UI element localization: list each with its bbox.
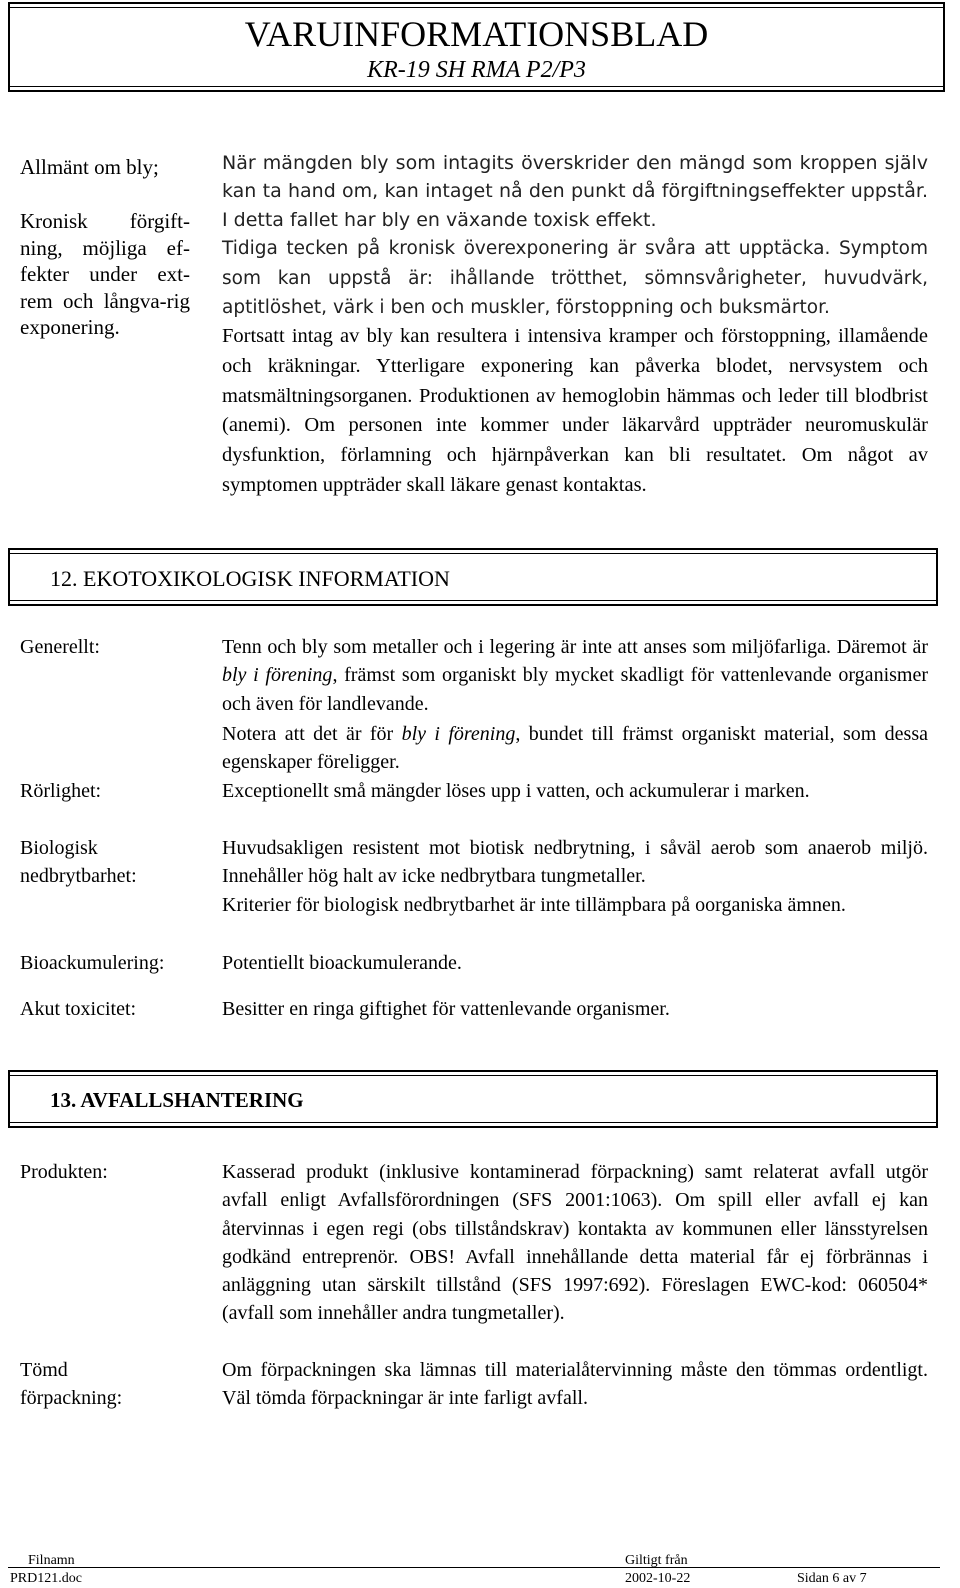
intro-paragraph-1: När mängden bly som intagits överskrider den mängd som kroppen själv kan ta hand om, kan intaget nå den punkt då förgiftningseffekter uppstår. I detta fallet har bly en växande toxisk effekt. xyxy=(222,152,928,231)
footer-giltigt-label: Giltigt från xyxy=(625,1553,688,1568)
generellt-text-1a: Tenn och bly som metaller och i legering är inte att anses som miljöfarliga. Däremot är xyxy=(222,636,928,658)
section-13-title: 13. AVFALLSHANTERING xyxy=(50,1088,304,1112)
generellt-text-1 xyxy=(222,633,928,718)
intro-label-general: Allmänt om bly; xyxy=(20,155,159,179)
biologisk-text-2: Kriterier för biologisk nedbrytbarhet är inte tillämpbara på oorganiska ämnen. xyxy=(222,894,846,916)
intro-label-chronic: Kronisk förgift-ning, möjliga ef-fekter under ext-rem och långva-rig exponering. xyxy=(20,209,190,339)
biologisk-label-2: nedbrytbarhet: xyxy=(20,865,137,887)
document-subtitle: KR-19 SH RMA P2/P3 xyxy=(367,57,586,83)
akut-toxicitet-label: Akut toxicitet: xyxy=(20,998,137,1020)
document-title: VARUINFORMATIONSBLAD xyxy=(244,14,709,54)
produkten-text: Kasserad produkt (inklusive kontaminerad förpackning) samt relaterat avfall utgör avfall enligt Avfallsförordningen (SFS 2001:1063). Om spill eller avfall ej kan återvinnas i egen regi (obs tillståndskrav) kontakta av kommunen eller länsstyrelsen godkänd entreprenör. OBS! Avfall innehållande detta material får ej förbrännas i anläggning utan särskilt tillstånd (SFS 1997:692). Föreslagen EWC-kod: 060504* (avfall som innehåller andra tungmetaller). xyxy=(222,1161,928,1325)
biologisk-label-1: Biologisk xyxy=(20,837,98,859)
generellt-text-2b: , bundet till främst organiskt material, som dessa egenskaper föreligger. xyxy=(222,723,928,774)
footer-page-number: Sidan 6 av 7 xyxy=(797,1571,867,1586)
tomd-label-2: förpackning: xyxy=(20,1387,123,1409)
generellt-text-2 xyxy=(222,720,928,777)
section-12-frame xyxy=(8,548,938,606)
section-12-title: 12. EKOTOXIKOLOGISK INFORMATION xyxy=(50,566,450,591)
intro-paragraph-2: Tidiga tecken på kronisk överexponering är svåra att upptäcka. Symptom som kan uppstå är: ihållande trötthet, sömnsvårigheter, huvudvärk, aptitlöshet, värk i ben och muskler, förstoppning och buksmärtor. xyxy=(222,238,928,318)
generellt-label: Generellt: xyxy=(20,636,100,658)
rorlighet-label: Rörlighet: xyxy=(20,780,102,802)
footer-rule xyxy=(8,1567,940,1568)
generellt-text-1b: , främst som organiskt bly mycket skadligt för vattenlevande organismer och även för landlevande. xyxy=(222,664,928,715)
akut-toxicitet-text: Besitter en ringa giftighet för vattenlevande organismer. xyxy=(222,998,670,1020)
footer-filnamn-label: Filnamn xyxy=(28,1553,75,1568)
generellt-text-2-emphasis: bly i förening xyxy=(401,723,516,745)
bioackumulering-label: Bioackumulering: xyxy=(20,952,165,974)
produkten-label: Produkten: xyxy=(20,1161,108,1183)
generellt-text-1-emphasis: bly i förening xyxy=(222,664,333,687)
biologisk-text-1: Huvudsakligen resistent mot biotisk nedbrytning, i såväl aerob som anaerob miljö. Innehåller hög halt av icke nedbrytbara tungmetaller. xyxy=(222,837,928,888)
rorlighet-text: Exceptionellt små mängder löses upp i vatten, och ackumulerar i marken. xyxy=(222,780,810,802)
section-13-frame xyxy=(8,1070,938,1128)
generellt-text-2a: Notera att det är för xyxy=(222,723,402,745)
bioackumulering-text: Potentiellt bioackumulerande. xyxy=(222,952,462,974)
tomd-text: Om förpackningen ska lämnas till materialåtervinning måste den tömmas ordentligt. Väl tömda förpackningar är inte farligt avfall. xyxy=(222,1359,928,1410)
header-frame xyxy=(8,2,945,92)
tomd-label-1: Tömd xyxy=(20,1359,68,1381)
footer-filnamn-value: PRD121.doc xyxy=(10,1571,82,1586)
footer-giltigt-value: 2002-10-22 xyxy=(625,1571,691,1586)
intro-paragraph-3: Fortsatt intag av bly kan resultera i intensiva kramper och förstoppning, illamående och kräkningar. Ytterligare exponering kan påverka blodet, nervsystem och matsmältningsorganen. Produktionen av hemoglobin hämmas och leder till blodbrist (anemi). Om personen inte kommer under läkarvård uppträder neuromuskulär dysfunktion, förlamning och hjärnpåverkan kan bli resultatet. Om något av symptomen uppträder skall läkare genast kontaktas. xyxy=(222,325,928,496)
